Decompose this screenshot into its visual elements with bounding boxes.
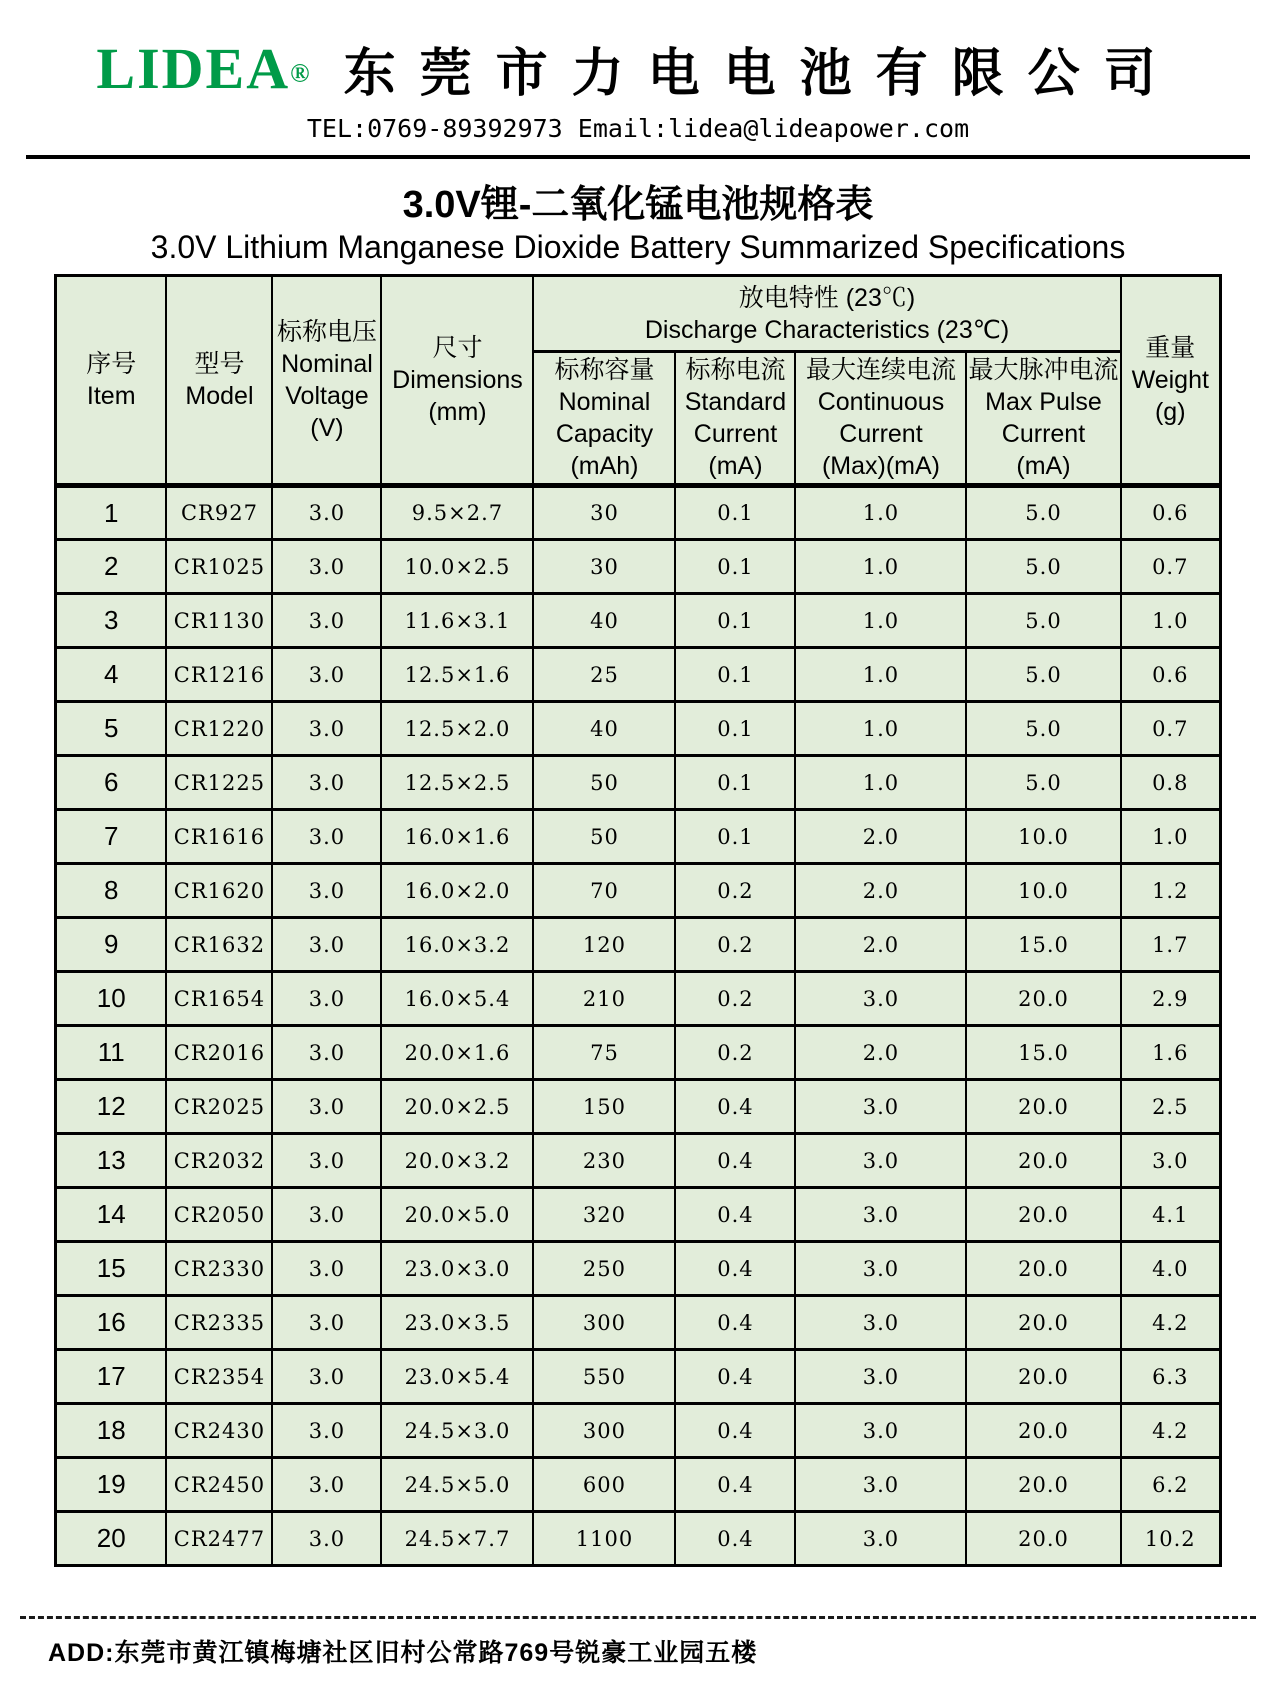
cell-dimensions: 24.5×7.7	[381, 1512, 533, 1566]
spec-table	[54, 274, 1222, 1567]
table-row	[55, 1080, 1220, 1134]
cell-continuous-current: 3.0	[795, 1350, 966, 1404]
cell-model: CR2016	[166, 1026, 272, 1080]
cell-continuous-current: 1.0	[795, 648, 966, 702]
footer-divider	[20, 1616, 1256, 1619]
header-label-line: (mm)	[428, 398, 487, 426]
header-label-line: Current	[1001, 420, 1086, 448]
cell-model: CR1130	[166, 594, 272, 648]
cell-voltage: 3.0	[272, 1026, 381, 1080]
cell-capacity: 600	[533, 1458, 675, 1512]
table-row	[55, 810, 1220, 864]
cell-dimensions: 20.0×5.0	[381, 1188, 533, 1242]
cell-dimensions: 16.0×5.4	[381, 972, 533, 1026]
cell-voltage: 3.0	[272, 864, 381, 918]
cell-max-pulse-current: 20.0	[966, 1296, 1120, 1350]
cell-max-pulse-current: 20.0	[966, 1134, 1120, 1188]
cell-continuous-current: 3.0	[795, 1296, 966, 1350]
page-title-zh: 3.0V锂-二氧化锰电池规格表	[402, 184, 874, 226]
spec-table-body	[55, 486, 1220, 1566]
cell-continuous-current: 3.0	[795, 1134, 966, 1188]
cell-standard-current: 0.1	[675, 540, 795, 594]
cell-voltage: 3.0	[272, 1404, 381, 1458]
cell-dimensions: 9.5×2.7	[381, 486, 533, 540]
cell-max-pulse-current: 5.0	[966, 756, 1120, 810]
table-row	[55, 648, 1220, 702]
header-label-line: Discharge Characteristics (23℃)	[644, 315, 1010, 344]
contact-line: TEL:0769-89392973 Email:lidea@lideapower.com	[306, 114, 970, 143]
cell-continuous-current: 3.0	[795, 1458, 966, 1512]
cell-weight: 1.2	[1121, 864, 1221, 918]
cell-continuous-current: 2.0	[795, 1026, 966, 1080]
cell-item: 19	[55, 1458, 166, 1512]
cell-voltage: 3.0	[272, 1188, 381, 1242]
cell-continuous-current: 2.0	[795, 918, 966, 972]
header-divider	[26, 155, 1250, 159]
cell-max-pulse-current: 20.0	[966, 1188, 1120, 1242]
cell-standard-current: 0.4	[675, 1188, 795, 1242]
cell-model: CR2050	[166, 1188, 272, 1242]
cell-model: CR1220	[166, 702, 272, 756]
cell-model: CR2335	[166, 1296, 272, 1350]
table-row	[55, 1404, 1220, 1458]
cell-item: 13	[55, 1134, 166, 1188]
cell-voltage: 3.0	[272, 1512, 381, 1566]
table-row	[55, 486, 1220, 540]
cell-weight: 1.0	[1121, 594, 1221, 648]
header-label-line: 尺寸	[432, 334, 483, 362]
cell-max-pulse-current: 5.0	[966, 594, 1120, 648]
cell-model: CR2430	[166, 1404, 272, 1458]
header-label-line: Item	[86, 382, 136, 410]
header-label-line: Model	[185, 382, 254, 410]
cell-model: CR1654	[166, 972, 272, 1026]
cell-model: CR927	[166, 486, 272, 540]
cell-voltage: 3.0	[272, 1242, 381, 1296]
cell-weight: 4.2	[1121, 1404, 1221, 1458]
cell-item: 20	[55, 1512, 166, 1566]
cell-weight: 4.1	[1121, 1188, 1221, 1242]
cell-standard-current: 0.2	[675, 918, 795, 972]
header-label-line: (g)	[1154, 398, 1186, 426]
cell-item: 4	[55, 648, 166, 702]
header-label-line: Weight	[1131, 366, 1209, 394]
header-label-line: 型号	[194, 350, 245, 378]
cell-item: 15	[55, 1242, 166, 1296]
col-group-discharge	[533, 276, 1120, 352]
header-label-line: Continuous	[817, 388, 945, 416]
cell-item: 17	[55, 1350, 166, 1404]
cell-weight: 6.3	[1121, 1350, 1221, 1404]
cell-item: 10	[55, 972, 166, 1026]
header-label-line: 最大脉冲电流	[968, 356, 1119, 384]
cell-dimensions: 20.0×2.5	[381, 1080, 533, 1134]
cell-dimensions: 12.5×2.5	[381, 756, 533, 810]
cell-item: 5	[55, 702, 166, 756]
cell-weight: 2.9	[1121, 972, 1221, 1026]
cell-continuous-current: 1.0	[795, 540, 966, 594]
header-label-line: Voltage	[285, 382, 369, 410]
header-label-line: Current	[839, 420, 923, 448]
cell-weight: 1.0	[1121, 810, 1221, 864]
col-header-voltage	[272, 276, 381, 486]
cell-continuous-current: 3.0	[795, 972, 966, 1026]
table-row	[55, 918, 1220, 972]
cell-standard-current: 0.4	[675, 1296, 795, 1350]
page-title-en: 3.0V Lithium Manganese Dioxide Battery Summarized Specifications	[150, 229, 1126, 265]
cell-weight: 3.0	[1121, 1134, 1221, 1188]
lidea-logo	[96, 35, 309, 102]
company-name: 东莞市力电电池有限公司	[343, 44, 1180, 103]
header-label-line: (V)	[310, 414, 344, 442]
cell-standard-current: 0.4	[675, 1512, 795, 1566]
col-header-model	[166, 276, 272, 486]
table-row	[55, 702, 1220, 756]
cell-model: CR1025	[166, 540, 272, 594]
header-label-line: (mA)	[708, 452, 763, 480]
cell-max-pulse-current: 5.0	[966, 648, 1120, 702]
cell-item: 11	[55, 1026, 166, 1080]
cell-model: CR2450	[166, 1458, 272, 1512]
cell-max-pulse-current: 20.0	[966, 1458, 1120, 1512]
cell-item: 18	[55, 1404, 166, 1458]
table-row	[55, 1296, 1220, 1350]
cell-item: 9	[55, 918, 166, 972]
cell-continuous-current: 1.0	[795, 486, 966, 540]
cell-capacity: 250	[533, 1242, 675, 1296]
cell-voltage: 3.0	[272, 1080, 381, 1134]
col-header-weight	[1121, 276, 1221, 486]
cell-model: CR2354	[166, 1350, 272, 1404]
cell-capacity: 120	[533, 918, 675, 972]
header-label-line: 放电特性 (23℃)	[738, 283, 916, 312]
cell-item: 12	[55, 1080, 166, 1134]
cell-item: 2	[55, 540, 166, 594]
cell-dimensions: 20.0×3.2	[381, 1134, 533, 1188]
cell-dimensions: 11.6×3.1	[381, 594, 533, 648]
cell-weight: 1.6	[1121, 1026, 1221, 1080]
cell-capacity: 50	[533, 756, 675, 810]
cell-dimensions: 24.5×3.0	[381, 1404, 533, 1458]
cell-max-pulse-current: 20.0	[966, 1350, 1120, 1404]
table-row	[55, 1512, 1220, 1566]
header-label-line: Nominal	[281, 350, 373, 378]
header-label-line: 标称容量	[554, 356, 655, 384]
cell-standard-current: 0.4	[675, 1080, 795, 1134]
header-label-line: Standard	[684, 388, 787, 416]
cell-capacity: 300	[533, 1296, 675, 1350]
cell-max-pulse-current: 20.0	[966, 1404, 1120, 1458]
cell-standard-current: 0.1	[675, 648, 795, 702]
table-row	[55, 1026, 1220, 1080]
cell-weight: 0.7	[1121, 702, 1221, 756]
cell-capacity: 320	[533, 1188, 675, 1242]
cell-continuous-current: 1.0	[795, 756, 966, 810]
cell-item: 16	[55, 1296, 166, 1350]
header-label-line: 最大连续电流	[805, 356, 956, 384]
cell-dimensions: 23.0×3.5	[381, 1296, 533, 1350]
header-label-line: (mAh)	[570, 452, 639, 480]
cell-model: CR2032	[166, 1134, 272, 1188]
cell-standard-current: 0.4	[675, 1458, 795, 1512]
cell-weight: 1.7	[1121, 918, 1221, 972]
cell-weight: 0.6	[1121, 648, 1221, 702]
cell-item: 3	[55, 594, 166, 648]
cell-capacity: 75	[533, 1026, 675, 1080]
cell-capacity: 210	[533, 972, 675, 1026]
cell-standard-current: 0.4	[675, 1242, 795, 1296]
cell-dimensions: 16.0×1.6	[381, 810, 533, 864]
cell-max-pulse-current: 5.0	[966, 486, 1120, 540]
table-row	[55, 1134, 1220, 1188]
cell-weight: 4.0	[1121, 1242, 1221, 1296]
cell-continuous-current: 1.0	[795, 702, 966, 756]
cell-weight: 10.2	[1121, 1512, 1221, 1566]
cell-model: CR1216	[166, 648, 272, 702]
cell-continuous-current: 2.0	[795, 864, 966, 918]
cell-model: CR1616	[166, 810, 272, 864]
cell-voltage: 3.0	[272, 594, 381, 648]
cell-weight: 0.7	[1121, 540, 1221, 594]
cell-standard-current: 0.2	[675, 864, 795, 918]
cell-voltage: 3.0	[272, 1296, 381, 1350]
table-row	[55, 1242, 1220, 1296]
cell-max-pulse-current: 15.0	[966, 1026, 1120, 1080]
cell-capacity: 40	[533, 702, 675, 756]
cell-continuous-current: 3.0	[795, 1404, 966, 1458]
cell-continuous-current: 3.0	[795, 1080, 966, 1134]
table-row	[55, 1188, 1220, 1242]
cell-capacity: 150	[533, 1080, 675, 1134]
cell-capacity: 230	[533, 1134, 675, 1188]
header-label-line: 序号	[86, 350, 137, 378]
cell-capacity: 1100	[533, 1512, 675, 1566]
cell-weight: 2.5	[1121, 1080, 1221, 1134]
cell-voltage: 3.0	[272, 1350, 381, 1404]
logo-text: LIDEA	[96, 35, 291, 101]
cell-max-pulse-current: 15.0	[966, 918, 1120, 972]
cell-voltage: 3.0	[272, 648, 381, 702]
table-row	[55, 756, 1220, 810]
cell-continuous-current: 3.0	[795, 1188, 966, 1242]
col-header-item	[55, 276, 166, 486]
header-label-line: Capacity	[555, 420, 654, 448]
cell-standard-current: 0.1	[675, 486, 795, 540]
header-label-line: (Max)(mA)	[821, 452, 940, 480]
cell-capacity: 70	[533, 864, 675, 918]
cell-voltage: 3.0	[272, 810, 381, 864]
cell-continuous-current: 3.0	[795, 1242, 966, 1296]
cell-weight: 0.8	[1121, 756, 1221, 810]
cell-voltage: 3.0	[272, 1134, 381, 1188]
table-row	[55, 594, 1220, 648]
header-label-line: 标称电流	[685, 356, 786, 384]
header-label-line: 重量	[1145, 334, 1196, 362]
address-line: ADD:东莞市黄江镇梅塘社区旧村公常路769号锐豪工业园五楼	[48, 1639, 758, 1667]
cell-weight: 4.2	[1121, 1296, 1221, 1350]
cell-continuous-current: 2.0	[795, 810, 966, 864]
cell-max-pulse-current: 20.0	[966, 1080, 1120, 1134]
table-row	[55, 1350, 1220, 1404]
cell-item: 14	[55, 1188, 166, 1242]
table-row	[55, 972, 1220, 1026]
header-label-line: Current	[693, 420, 778, 448]
company-header	[0, 0, 1276, 112]
cell-continuous-current: 1.0	[795, 594, 966, 648]
cell-continuous-current: 3.0	[795, 1512, 966, 1566]
cell-dimensions: 23.0×5.4	[381, 1350, 533, 1404]
table-row	[55, 1458, 1220, 1512]
cell-voltage: 3.0	[272, 972, 381, 1026]
cell-voltage: 3.0	[272, 540, 381, 594]
col-header-capacity	[533, 352, 675, 486]
cell-capacity: 25	[533, 648, 675, 702]
header-label-line: (mA)	[1016, 452, 1071, 480]
cell-model: CR1620	[166, 864, 272, 918]
cell-dimensions: 20.0×1.6	[381, 1026, 533, 1080]
header-label-line: Nominal	[558, 388, 651, 416]
cell-item: 7	[55, 810, 166, 864]
cell-dimensions: 16.0×2.0	[381, 864, 533, 918]
cell-voltage: 3.0	[272, 486, 381, 540]
cell-max-pulse-current: 10.0	[966, 810, 1120, 864]
col-header-standard-current	[675, 352, 795, 486]
cell-voltage: 3.0	[272, 918, 381, 972]
cell-model: CR2330	[166, 1242, 272, 1296]
cell-dimensions: 23.0×3.0	[381, 1242, 533, 1296]
cell-item: 1	[55, 486, 166, 540]
col-header-dimensions	[381, 276, 533, 486]
cell-max-pulse-current: 20.0	[966, 1512, 1120, 1566]
cell-standard-current: 0.1	[675, 594, 795, 648]
cell-voltage: 3.0	[272, 702, 381, 756]
cell-voltage: 3.0	[272, 1458, 381, 1512]
header-label-line: Max Pulse	[985, 388, 1102, 416]
cell-weight: 0.6	[1121, 486, 1221, 540]
cell-max-pulse-current: 5.0	[966, 540, 1120, 594]
cell-max-pulse-current: 10.0	[966, 864, 1120, 918]
cell-capacity: 50	[533, 810, 675, 864]
table-row	[55, 864, 1220, 918]
cell-capacity: 40	[533, 594, 675, 648]
cell-max-pulse-current: 5.0	[966, 702, 1120, 756]
cell-max-pulse-current: 20.0	[966, 1242, 1120, 1296]
cell-weight: 6.2	[1121, 1458, 1221, 1512]
cell-dimensions: 10.0×2.5	[381, 540, 533, 594]
cell-capacity: 300	[533, 1404, 675, 1458]
cell-capacity: 550	[533, 1350, 675, 1404]
cell-max-pulse-current: 20.0	[966, 972, 1120, 1026]
page-footer	[0, 1616, 1276, 1669]
cell-dimensions: 12.5×2.0	[381, 702, 533, 756]
cell-standard-current: 0.2	[675, 1026, 795, 1080]
cell-item: 8	[55, 864, 166, 918]
cell-model: CR2477	[166, 1512, 272, 1566]
cell-dimensions: 24.5×5.0	[381, 1458, 533, 1512]
cell-standard-current: 0.1	[675, 810, 795, 864]
cell-model: CR1632	[166, 918, 272, 972]
cell-standard-current: 0.1	[675, 702, 795, 756]
col-header-continuous-current	[795, 352, 966, 486]
registered-trademark-icon: ®	[290, 58, 310, 88]
cell-item: 6	[55, 756, 166, 810]
cell-capacity: 30	[533, 540, 675, 594]
cell-dimensions: 12.5×1.6	[381, 648, 533, 702]
cell-standard-current: 0.4	[675, 1404, 795, 1458]
cell-model: CR1225	[166, 756, 272, 810]
cell-standard-current: 0.4	[675, 1350, 795, 1404]
header-label-line: Dimensions	[392, 366, 523, 394]
cell-model: CR2025	[166, 1080, 272, 1134]
cell-standard-current: 0.4	[675, 1134, 795, 1188]
cell-standard-current: 0.2	[675, 972, 795, 1026]
table-row	[55, 540, 1220, 594]
cell-dimensions: 16.0×3.2	[381, 918, 533, 972]
cell-standard-current: 0.1	[675, 756, 795, 810]
cell-capacity: 30	[533, 486, 675, 540]
header-label-line: 标称电压	[276, 318, 377, 346]
cell-voltage: 3.0	[272, 756, 381, 810]
col-header-max-pulse-current	[966, 352, 1120, 486]
